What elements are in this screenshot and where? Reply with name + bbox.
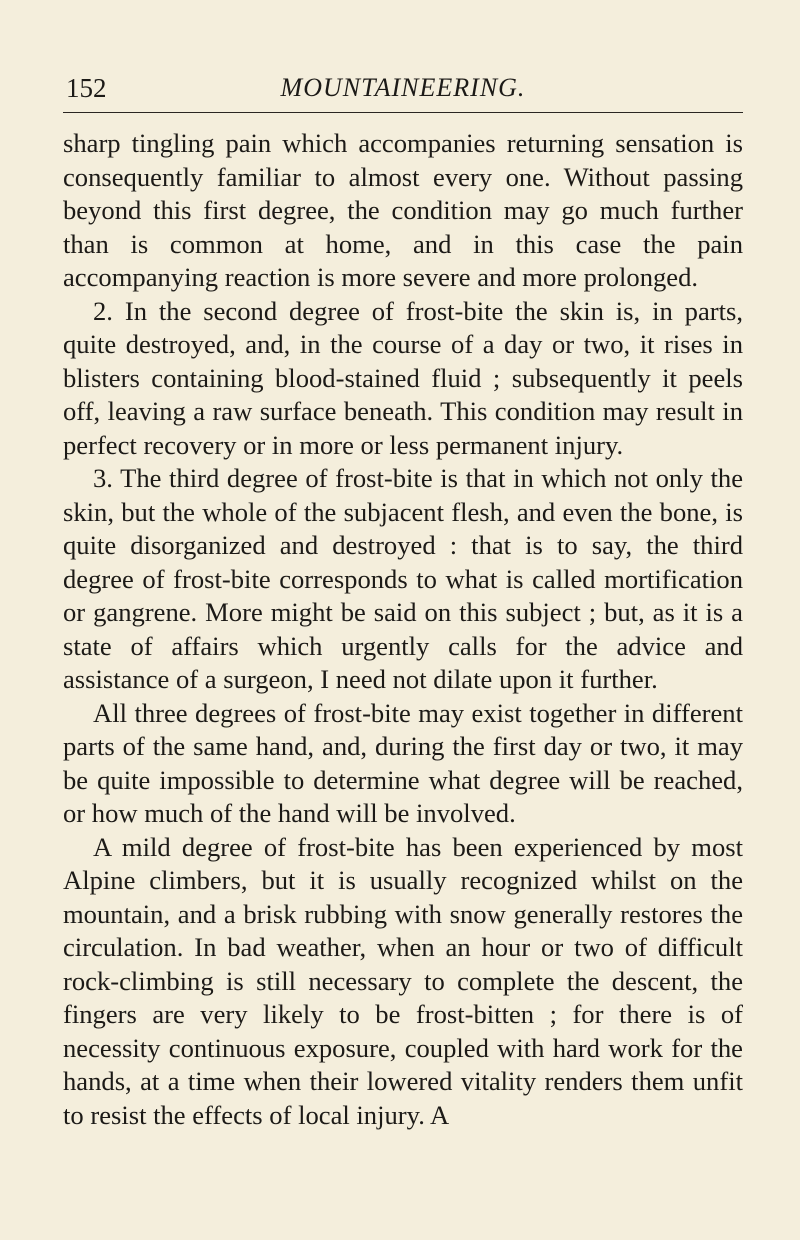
running-head [63,70,743,106]
paragraph-mild-degree: A mild degree of frost-bite has been experienced by most Alpine climbers, but it is usually recognized whilst on the mountain, and a brisk rubbing with snow generally restores the circulation. In bad weather, when an hour or two of difficult rock-climbing is still necessary to complete the descent, the fingers are very likely to be frost-bitten ; for there is of necessity continuous exposure, coupled with hard work for the hands, at a time when their lowered vitality renders them unfit to resist the effects of local injury. A [63,831,743,1130]
paragraph-third-degree: 3. The third degree of frost-bite is that in which not only the skin, but the whole of the subjacent flesh, and even the bone, is quite disorganized and destroyed : that is to say, the third degree of frost-bite corresponds to what is called mortification or gangrene. More might be said on this subject ; but, as it is a state of affairs which urgently calls for the advice and assistance of a surgeon, I need not dilate upon it further. [63,463,743,694]
paragraph-second-degree: 2. In the second degree of frost-bite the skin is, in parts, quite destroyed, and, in the course of a day or two, it rises in blisters containing blood-stained fluid ; subsequently it peels off, leaving a raw surface beneath. This condition may result in perfect recovery or in more or less permanent injury. [63,295,743,460]
running-title: MOUNTAINEERING. [280,73,526,102]
page-number: 152 [66,73,107,103]
paragraph-all-three-degrees: All three degrees of frost-bite may exist together in different parts of the same hand, and, during the first day or two, it may be quite impossible to determine what degree will be reached, or how much of the hand will be involved. [63,697,743,828]
header-rule [63,112,743,113]
book-page [63,70,743,1132]
paragraph-continuation: sharp tingling pain which accompanies returning sensation is consequently familiar to almost every one. Without passing beyond this first degree, the condition may go much further than is common at home, and in this case the pain accompanying reaction is more severe and more prolonged. [63,128,743,292]
body-text [63,127,743,1132]
